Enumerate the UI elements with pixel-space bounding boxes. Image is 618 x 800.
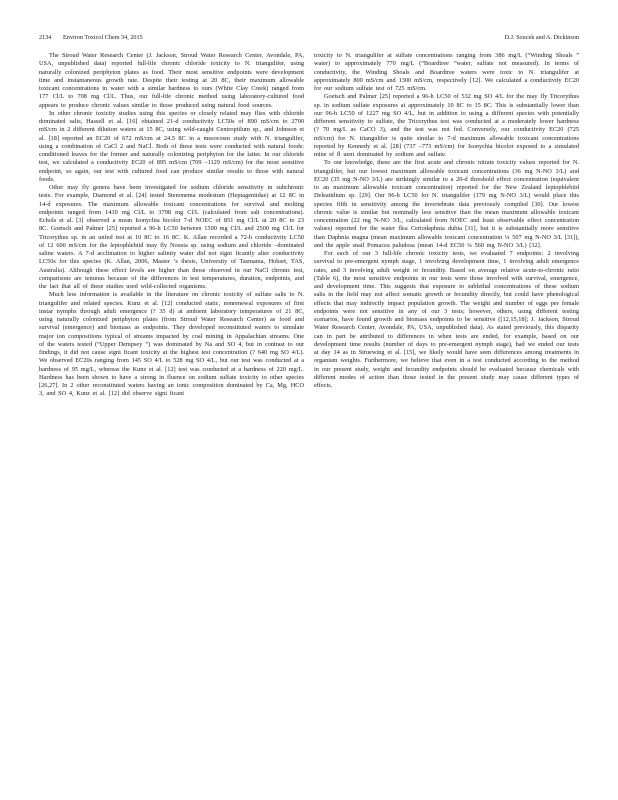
- paragraph: Other may fly genera have been investigated for sodium chloride sensitivity in subchronic tests. For example, Diamond et al. [24] tested Stenonema modestum (Heptageniidae) at 12 8C in 14-d exposures. The maximum allowable toxicant concentrations for survival and molting endpoints ranged from 1410 mg Cl/L to 3798 mg Cl/L (calculated from salt concentrations). Echols et al. [3] observed a mean Isonychia bicolor 7-d NOEC of 851 mg Cl/L at 20 8C to 23 8C. Goetsch and Palmer [25] reported a 96-h LC50 between 1500 mg Cl/L and 2500 mg Cl/L for Tricorythus sp. in an unfed test at 10 8C to 16 8C. K. Allan recorded a 72-h conductivity LC50 of 12 600 mS/cm for the leptophlebiid may fly Nousia sp. using sodium and chloride –dominated saline waters. A 7-d acclimation to higher salinity water did not signi ficantly alter conductivity LC50s for this species (K. Allan, 2006, Master ’s thesis, University of Tasmania, Hobart, TAS, Australia). Although these effect levels are higher than those observed in our NaCl chronic test, comparisons are tenuous because of the differences in test temperatures, duration, endpoints, and the fact that all of these studies used wild-collected organisms.: [39, 184, 304, 290]
- journal-citation: Environ Toxicol Chem 34, 2015: [63, 34, 143, 41]
- paragraph: Much less information is available in the literature on chronic toxicity of sulfate salts to N. triangulifer and related species. Kunz et al. [12] conducted static, nonrenewal exposures of first instar nymphs through adult emergence (? 35 d) at ambient laboratory temperatures of 21 8C, using naturally colonized periphyton plates (from Stroud Water Research Center) as food and survival (emergence) and biomass as endpoints. They developed reconstituted waters to simulate major ion compositions typical of streams impacted by coal mining in Appalachian streams. One of the waters tested (“Upper Dempsey ”) was dominated by Na and SO 4, but in contrast to our findings, it did not cause signi ficant toxicity at the highest test concentration (? 640 mg SO 4/L). We observed EC20s ranging from 145 SO 4/L to 528 mg SO 4/L, but our test was conducted at a hardness of 95 mg/L, whereas the Kunz et al. [12] test was conducted at a hardness of 220 mg/L. Hardness has been shown to have a strong in fluence on sodium sulfate toxicity to other species [26,27]. In 2 other reconstituted waters having an ionic composition dominated by Ca, Mg, HCO 3, and SO 4, Kunz et al. [12] did observe signi ficant: [39, 291, 304, 398]
- left-column: [39, 52, 304, 772]
- paragraph: In other chronic toxicity studies using this species or closely related may flies with chloride dominated salts, Hassell et al. [16] obtained 21-d conductivity LC50s of 890 mS/cm to 2700 mS/cm in 2 different dilution waters at 15 8C, using wild-caught Centroptilum sp., and Johnson et al. [18] reported an EC20 of 672 mS/cm at 24.5 8C in a mesocosm study with N. triangulifer, using a combination of CaCl 2 and NaCl. Both of these tests were conducted with natural foods: conditioned leaves for the former and naturally colonizing periphyton for the latter. In our chloride test, we calculated a conductivity EC20 of 895 mS/cm (709 –1129 mS/cm) for the most sensitive endpoint, so again, our test with cultured food can produce similar results to those with natural foods.: [39, 109, 304, 183]
- paragraph: Goetsch and Palmer [25] reported a 96-h LC50 of 532 mg SO 4/L for the may fly Tricorythus sp. in sodium sulfate exposures at approximately 10 8C to 15 8C. This is substantially lower than our 96-h LC50 of 1227 mg SO 4/L, but in addition to using a different species with potentially different sensitivity to sulfate, the Tricorythus test was conducted at a moderately lower hardness (? 70 mg/L as CaCO 3), and the test was not fed. Conversely, our conductivity EC20 (725 mS/cm) for N. triangulifer is quite similar to 7-d maximum allowable toxicant concentrations reported by Kennedy et al. [28] (737 –773 mS/cm) for Isonychia bicolor exposed to a simulated mine ef fl uent dominated by sodium and sulfate.: [314, 93, 579, 158]
- page-number: 2134: [39, 34, 52, 41]
- running-header: [39, 33, 579, 43]
- paragraph: The Stroud Water Research Center (J. Jackson, Stroud Water Research Center, Avondale, PA, USA, unpublished data) reported full-life chronic chloride toxicity to N. triangulifer, using naturally colonized periphyton plates as food. Their most sensitive endpoints were development time and instantaneous growth rate. Despite their testing at 20 8C, their maximum allowable toxicant concentrations in water with a similar hardness to ours (White Clay Creek) ranged from 177 Cl/L to 708 mg Cl/L. Thus, our full-life chronic method using laboratory-cultured food appears to produce chronic values similar to those produced using natural food sources.: [39, 52, 304, 109]
- right-column: [314, 52, 579, 772]
- running-authors: D.J. Soucek and A. Dickinson: [504, 34, 579, 41]
- paragraph: To our knowledge, these are the first acute and chronic nitrate toxicity values reported for N. triangulifer, but our lowest maximum allowable toxicant concentrations (36 mg N-NO 3/L) and EC20 (35 mg N-NO 3/L) are strikingly similar to a 20-d threshold effect concentration (equivalent to an maximum allowable toxicant concentration) reported for the New Zealand leptophlebiid Deleatidium sp. [29]. Our 96-h LC50 for N. triangulifer (179 mg N-NO 3/L) would place this species fifth in sensitivity among the invertebrate data previously compiled [30]. Our lowest chronic value is similar but nominally less sensitive than the mean maximum allowable toxicant concentration (22 mg N-NO 3/L, calculated from NOEC and least observable effect concentration values) reported for the water flea Ceriodaphnia dubia [31], but it is substantially more sensitive than Daphnia magna (mean maximum allowable toxicant concentration ¼ 507 mg N-NO 3/L [31]), and the apple snail Pomacea paludosa (mean 14-d EC50 ¼ 560 mg N-NO 3/L) [32].: [314, 159, 579, 249]
- paragraph: toxicity to N. triangulifer at sulfate concentrations ranging from 386 mg/L (“Winding Shoals ” water) to approximately 770 mg/L (“Boardtree ”water, sulfate not measured). In terms of conductivity, the Winding Shoals and Boardtree waters were toxic to N. triangulifer at approximately 800 mS/cm and 1300 mS/cm, respectively [12]. We calculated a conductivity EC20 for our sodium sulfate test of 725 mS/cm.: [314, 52, 579, 92]
- paragraph: For each of our 3 full-life chronic toxicity tests, we evaluated 7 endpoints: 2 involving survival to pre-emergent nymph stage, 1 involving development time, 1 involving adult emergence rates, and 3 involving adult weight or fecundity. Based on average relative acute-to-chronic ratio (Table 6), the most sensitive endpoints in our tests were those involved with survival, emergence, and development time. This suggests that exposure to sublethal concentrations of these sodium salts in the field may not affect somatic growth or fecundity directly, but could have phenological effects that may indirectly impact population growth. The weight and number of eggs per female endpoints were not sensitive in any of our 3 tests; however, others, using different testing scenarios, have found growth and biomass endpoints to be sensitive ([12,15,18]; J. Jackson, Stroud Water Research Center, Avondale, PA, USA, unpublished data). As stated previously, this disparity can in part be attributed to differences in when tests are ended, for example, based on our development time results (number of days to pre-emergent nymph stage), had we ended our tests at day 14 as in Struewing et al. [15], we likely would have seen differences among treatments in organism weights. Furthermore, we believe that even in a test conducted according to the method in our present study, weight and fecundity endpoints should be evaluated because chemicals with different modes of action than those tested in the present study may cause different types of effects.: [314, 250, 579, 389]
